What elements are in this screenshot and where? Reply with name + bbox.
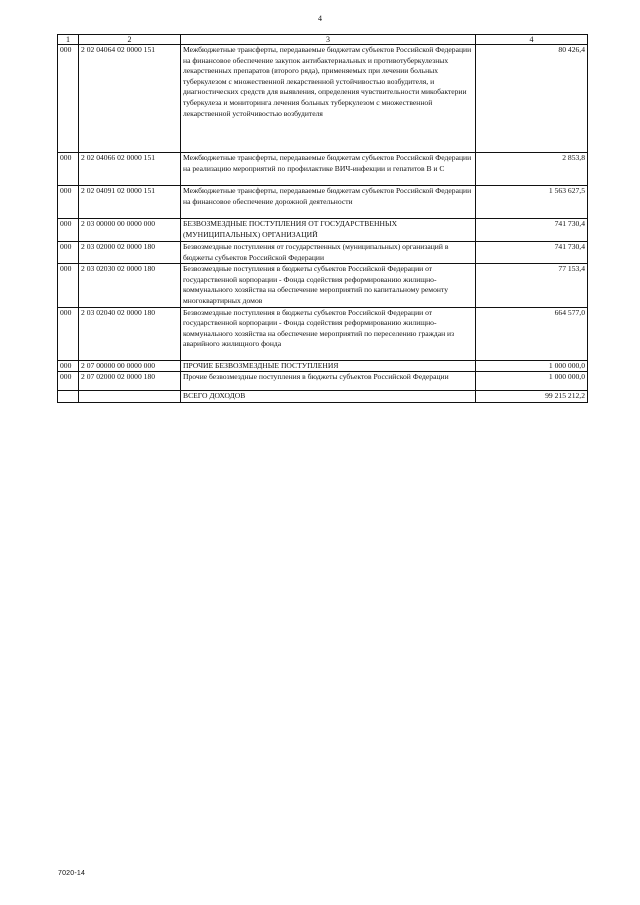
description-cell: Межбюджетные трансферты, передаваемые бюджетам субъектов Российской Федерации на финансовое обеспечение закупок антибактериальных и противотуберкулезных лекарственных препаратов (второго ряда), применяемых при лечении больных туберкулезом с множественной лекарственной устойчивостью возбудителя, и диагностических средств для выявления, определения чувствительности микобактерии туберкулеза и мониторинга лечения больных туберкулезом с множественной лекарственной устойчивостью возбудителя [181, 45, 476, 153]
column-header-3: 3 [181, 35, 476, 45]
admin-code-cell: 000 [58, 360, 79, 372]
description-cell: Безвозмездные поступления от государственных (муниципальных) организаций в бюджеты субъектов Российской Федерации [181, 242, 476, 264]
total-amount-cell: 99 215 212,2 [476, 391, 588, 403]
budget-code-cell: 2 07 02000 02 0000 180 [79, 372, 181, 391]
description-cell: Безвозмездные поступления в бюджеты субъектов Российской Федерации от государственной корпорации - Фонда содействия реформированию жилищно-коммунального хозяйства на обеспечение мероприятий по капитальному ремонту многоквартирных домов [181, 264, 476, 307]
revenue-table [57, 34, 588, 403]
description-cell: БЕЗВОЗМЕЗДНЫЕ ПОСТУПЛЕНИЯ ОТ ГОСУДАРСТВЕННЫХ (МУНИЦИПАЛЬНЫХ) ОРГАНИЗАЦИЙ [181, 219, 476, 242]
amount-cell: 2 853,8 [476, 153, 588, 186]
description-cell: Прочие безвозмездные поступления в бюджеты субъектов Российской Федерации [181, 372, 476, 391]
budget-code-cell: 2 03 02000 02 0000 180 [79, 242, 181, 264]
budget-code-cell: 2 02 04091 02 0000 151 [79, 186, 181, 219]
form-code: 7020-14 [58, 870, 86, 877]
table-row [58, 264, 588, 307]
amount-cell: 80 426,4 [476, 45, 588, 153]
table-header-row [58, 35, 588, 45]
admin-code-cell: 000 [58, 186, 79, 219]
amount-cell: 741 730,4 [476, 242, 588, 264]
admin-code-cell: 000 [58, 45, 79, 153]
budget-code-cell: 2 02 04064 02 0000 151 [79, 45, 181, 153]
total-row [58, 391, 588, 403]
budget-code-cell: 2 03 02030 02 0000 180 [79, 264, 181, 307]
amount-cell: 77 153,4 [476, 264, 588, 307]
total-label-cell: ВСЕГО ДОХОДОВ [181, 391, 476, 403]
table-row [58, 372, 588, 391]
description-cell: Межбюджетные трансферты, передаваемые бюджетам субъектов Российской Федерации на реализацию мероприятий по профилактике ВИЧ-инфекции и гепатитов В и С [181, 153, 476, 186]
budget-code-cell: 2 02 04066 02 0000 151 [79, 153, 181, 186]
table-row [58, 45, 588, 153]
column-header-1: 1 [58, 35, 79, 45]
budget-code-cell [79, 391, 181, 403]
column-header-4: 4 [476, 35, 588, 45]
admin-code-cell: 000 [58, 219, 79, 242]
description-cell: ПРОЧИЕ БЕЗВОЗМЕЗДНЫЕ ПОСТУПЛЕНИЯ [181, 360, 476, 372]
admin-code-cell: 000 [58, 153, 79, 186]
amount-cell: 741 730,4 [476, 219, 588, 242]
page-number: 4 [318, 14, 322, 23]
table-row [58, 186, 588, 219]
table-row [58, 307, 588, 360]
budget-code-cell: 2 03 00000 00 0000 000 [79, 219, 181, 242]
description-cell: Межбюджетные трансферты, передаваемые бюджетам субъектов Российской Федерации на финансовое обеспечение дорожной деятельности [181, 186, 476, 219]
amount-cell: 1 563 627,5 [476, 186, 588, 219]
budget-code-cell: 2 07 00000 00 0000 000 [79, 360, 181, 372]
table-row [58, 360, 588, 372]
table-row [58, 242, 588, 264]
amount-cell: 664 577,0 [476, 307, 588, 360]
column-header-2: 2 [79, 35, 181, 45]
admin-code-cell: 000 [58, 264, 79, 307]
admin-code-cell: 000 [58, 372, 79, 391]
description-cell: Безвозмездные поступления в бюджеты субъектов Российской Федерации от государственной корпорации - Фонда содействия реформированию жилищно-коммунального хозяйства на обеспечение мероприятий по переселению граждан из аварийного жилищного фонда [181, 307, 476, 360]
admin-code-cell: 000 [58, 242, 79, 264]
amount-cell: 1 000 000,0 [476, 372, 588, 391]
amount-cell: 1 000 000,0 [476, 360, 588, 372]
table-row [58, 219, 588, 242]
table-row [58, 153, 588, 186]
admin-code-cell: 000 [58, 307, 79, 360]
admin-code-cell [58, 391, 79, 403]
budget-code-cell: 2 03 02040 02 0000 180 [79, 307, 181, 360]
